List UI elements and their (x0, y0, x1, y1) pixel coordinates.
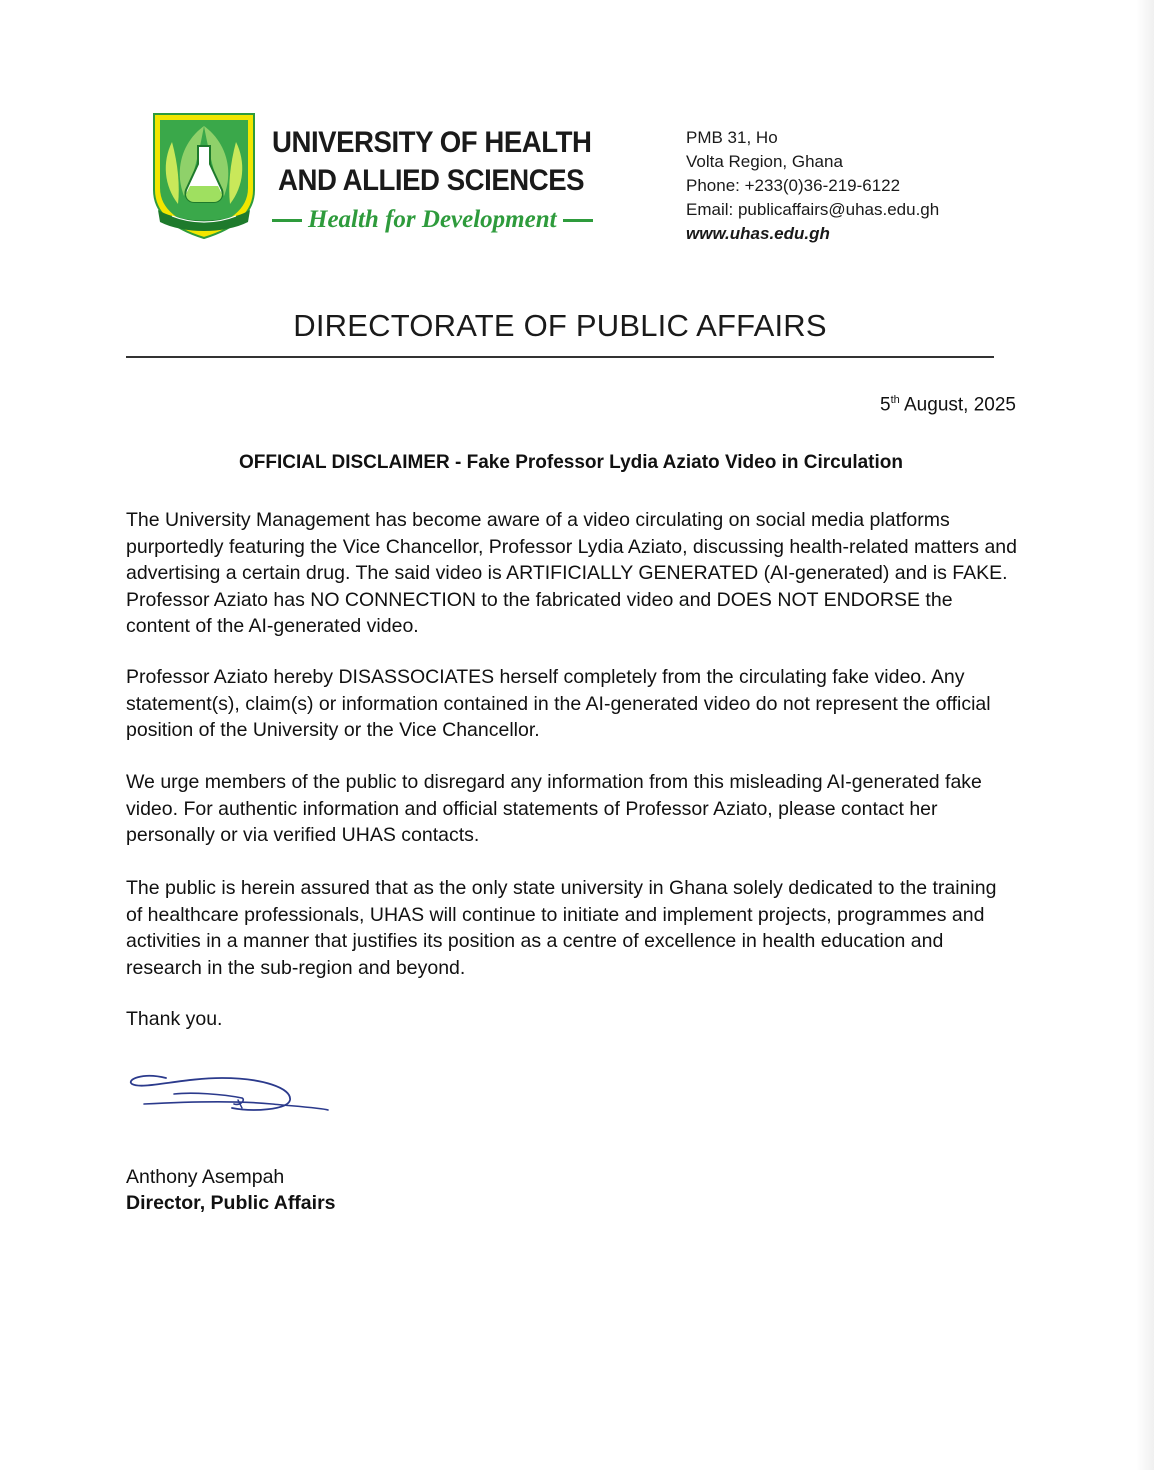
phone-number: Phone: +233(0)36-219-6122 (686, 176, 901, 195)
date-day: 5 (880, 394, 891, 416)
body-paragraph-1: The University Management has become aware of a video circulating on social media platforms purportedly featuring the Vice Chancellor, Professor Lydia Aziato, discussing health-related matters and advertising a certain drug. The said video is ARTIFICIALLY GENERATED (AI-generated) and is FAKE. Professor Aziato has NO CONNECTION to the fabricated video and DOES NOT ENDORSE the content of the AI-generated video. (126, 509, 1018, 637)
university-crest-logo (152, 112, 256, 240)
page-edge-shadow (1136, 0, 1154, 1470)
handwritten-signature (122, 1064, 338, 1120)
letter-date (780, 394, 1016, 416)
body-paragraph-3: We urge members of the public to disregard any information from this misleading AI-generated fake video. For authentic information and official statements of Professor Aziato, please contact her personally or via verified UHAS contacts. (126, 771, 982, 846)
header-divider (126, 356, 994, 358)
signer-title: Director, Public Affairs (126, 1192, 336, 1214)
signer-name: Anthony Asempah (126, 1166, 285, 1188)
body-paragraph-4: The public is herein assured that as the only state university in Ghana solely dedicated to the training of healthcare professionals, UHAS will continue to initiate and implement projects, programmes and activities in a manner that justifies its position as a centre of excellence in health education and research in the sub-region and beyond. (126, 877, 997, 979)
motto-dash-left (272, 219, 302, 222)
contact-block (686, 126, 939, 246)
body-paragraph-2: Professor Aziato hereby DISASSOCIATES herself completely from the circulating fake video. Any statement(s), claim(s) or information contained in the AI-generated video do not represent the official position of the University or the Vice Chancellor. (126, 666, 991, 741)
signer-block (126, 1164, 336, 1216)
disclaimer-headline: OFFICIAL DISCLAIMER - Fake Professor Lydia Aziato Video in Circulation (238, 452, 904, 473)
date-month-year: August, 2025 (899, 394, 1016, 416)
email-address: Email: publicaffairs@uhas.edu.gh (686, 200, 940, 219)
website-link[interactable]: www.uhas.edu.gh (686, 224, 830, 243)
motto-dash-right (563, 219, 593, 222)
address-line-1: PMB 31, Ho (686, 128, 778, 147)
closing-thanks: Thank you. (126, 1008, 223, 1030)
date-suffix: th (890, 394, 900, 406)
university-name-block (272, 124, 632, 234)
address-line-2: Volta Region, Ghana (686, 152, 843, 171)
motto: Health for Development (308, 206, 557, 233)
directorate-heading: DIRECTORATE OF PUBLIC AFFAIRS (293, 308, 827, 343)
university-name-line-2: AND ALLIED SCIENCES (278, 164, 585, 197)
motto-row (272, 206, 632, 234)
university-name-line-1: UNIVERSITY OF HEALTH (272, 126, 592, 159)
